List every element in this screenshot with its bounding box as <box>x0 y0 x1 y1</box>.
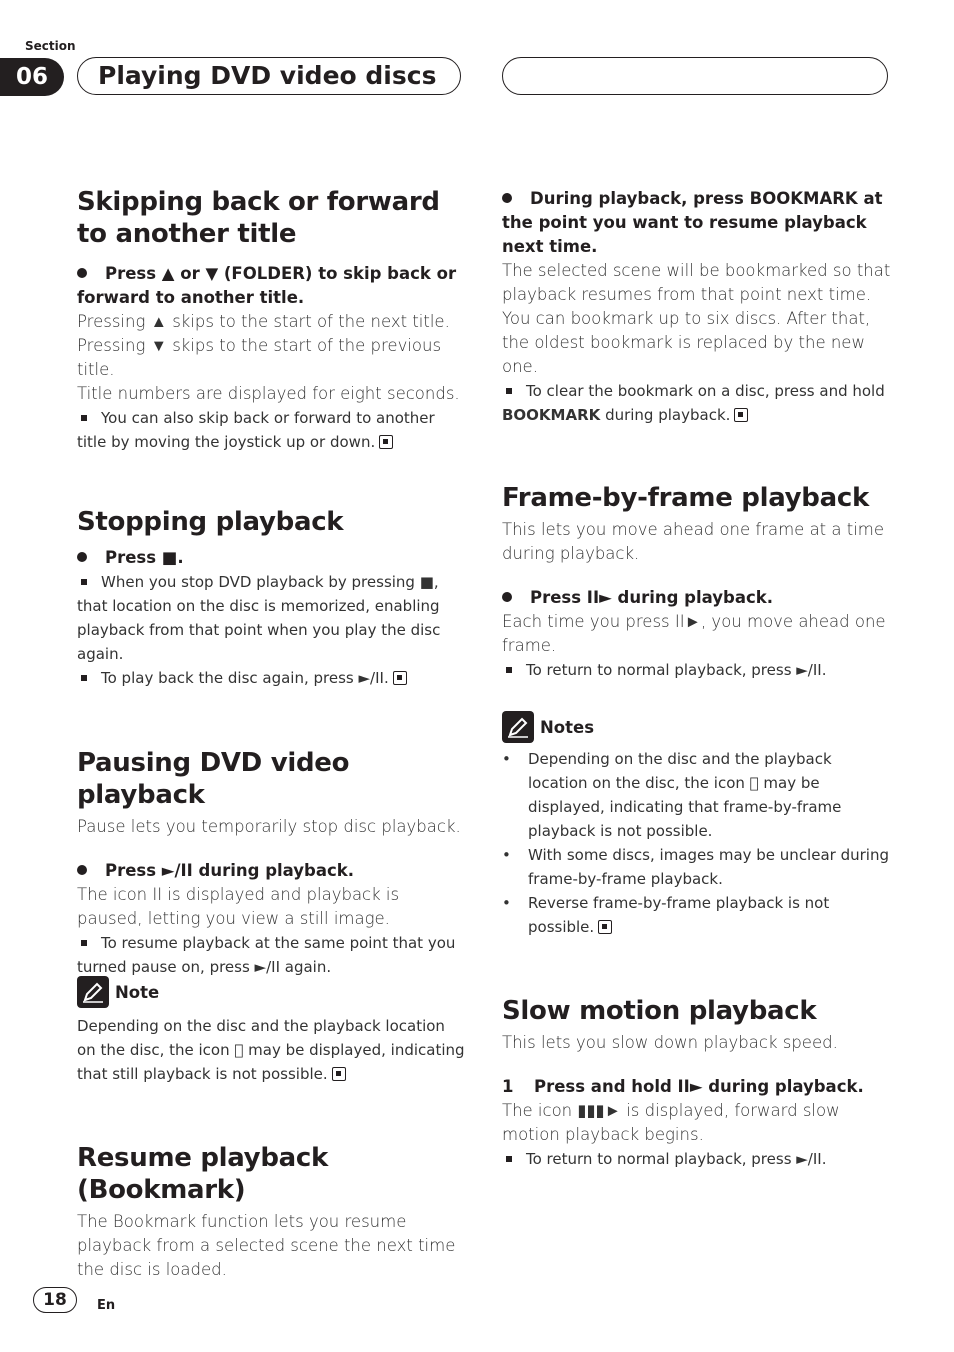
notes-item: • Depending on the disc and the playback location on the disc, the icon ⃠ may be displayed, indicating that frame-by-frame playback is not possible. <box>502 747 892 843</box>
note-pencil-icon <box>502 711 534 743</box>
section-number: 06 <box>0 58 64 96</box>
square-bullet-icon <box>506 1156 512 1162</box>
page-number: 18 <box>33 1287 77 1313</box>
square-bullet-icon <box>506 667 512 673</box>
skip-tip: You can also skip back or forward to another title by moving the joystick up or down. <box>77 409 435 451</box>
slow-tip: To return to normal playback, press ►/II. <box>502 1147 892 1171</box>
slow-text: The icon ▮▮▮► is displayed, forward slow motion playback begins. <box>502 1101 840 1144</box>
skip-text-1: Pressing ▲ skips to the start of the next title. Pressing ▼ skips to the start of the previous title. <box>77 312 450 379</box>
heading-resume: Resume playback (Bookmark) <box>77 1143 328 1205</box>
bookmark-text: The selected scene will be bookmarked so that playback resumes from that point next time. You can bookmark up to six discs. After that, the oldest bookmark is replaced by the new one. <box>502 261 891 376</box>
step-skip: Press ▲ or ▼ (FOLDER) to skip back or forward to another title. <box>77 264 457 307</box>
header-empty-box <box>502 57 888 95</box>
notes-frame <box>502 711 892 939</box>
notes-item: • Reverse frame-by-frame playback is not possible. <box>502 891 892 939</box>
language-label: En <box>97 1298 116 1313</box>
end-mark-icon <box>393 671 407 685</box>
section-frame <box>502 482 892 682</box>
bullet-icon <box>77 865 87 875</box>
bullet-icon <box>502 193 512 203</box>
end-mark-icon <box>734 408 748 422</box>
heading-stop: Stopping playback <box>77 507 344 537</box>
pause-intro: Pause lets you temporarily stop disc playback. <box>77 817 461 836</box>
step-stop: Press ■. <box>77 546 467 570</box>
heading-frame: Frame-by-frame playback <box>502 483 869 513</box>
heading-pause: Pausing DVD video playback <box>77 748 350 810</box>
section-resume <box>77 1142 467 1282</box>
step-bookmark: During playback, press BOOKMARK at the point you want to resume playback next time. <box>502 189 883 256</box>
chapter-title: Playing DVD video discs <box>77 57 461 95</box>
pause-text: The icon II is displayed and playback is paused, letting you view a still image. <box>77 885 400 928</box>
section-stop <box>77 506 467 690</box>
end-mark-icon <box>332 1067 346 1081</box>
slow-intro: This lets you slow down playback speed. <box>502 1033 838 1052</box>
square-bullet-icon <box>81 415 87 421</box>
note-header: Note <box>77 976 467 1008</box>
section-label: Section <box>25 39 76 53</box>
notes-header: Notes <box>502 711 892 743</box>
bullet-icon <box>502 592 512 602</box>
step-frame: Press II► during playback. <box>502 586 892 610</box>
note-text: Depending on the disc and the playback location on the disc, the icon ⃠ may be displayed, indicating that still playback is not possible. <box>77 1017 465 1083</box>
step-pause: Press ►/II during playback. <box>77 859 467 883</box>
step-slow: 1 Press and hold II► during playback. <box>502 1077 864 1096</box>
section-bookmark <box>502 187 892 427</box>
square-bullet-icon <box>81 675 87 681</box>
bullet-icon <box>77 268 87 278</box>
stop-tip-1: When you stop DVD playback by pressing ■, that location on the disc is memorized, enabling playback from that point when you play the disc again. <box>77 573 441 663</box>
end-mark-icon <box>379 435 393 449</box>
heading-skip: Skipping back or forward to another title <box>77 187 440 249</box>
frame-tip: To return to normal playback, press ►/II. <box>502 658 892 682</box>
square-bullet-icon <box>81 940 87 946</box>
note-still <box>77 976 467 1086</box>
frame-text: Each time you press II►, you move ahead one frame. <box>502 612 886 655</box>
section-pause <box>77 747 467 979</box>
skip-text-2: Title numbers are displayed for eight seconds. <box>77 384 460 403</box>
section-slow <box>502 995 892 1171</box>
note-pencil-icon <box>77 976 109 1008</box>
bookmark-tip: To clear the bookmark on a disc, press and hold BOOKMARK during playback. <box>502 382 885 424</box>
pause-tip: To resume playback at the same point that you turned pause on, press ►/II again. <box>77 934 456 976</box>
square-bullet-icon <box>506 388 512 394</box>
stop-tip-2: To play back the disc again, press ►/II. <box>77 666 467 690</box>
square-bullet-icon <box>81 579 87 585</box>
frame-intro: This lets you move ahead one frame at a time during playback. <box>502 520 885 563</box>
heading-slow: Slow motion playback <box>502 996 817 1026</box>
section-skip <box>77 186 467 454</box>
end-mark-icon <box>598 920 612 934</box>
notes-item: • With some discs, images may be unclear during frame-by-frame playback. <box>502 843 892 891</box>
resume-text: The Bookmark function lets you resume playback from a selected scene the next time the disc is loaded. <box>77 1212 456 1279</box>
bullet-icon <box>77 552 87 562</box>
